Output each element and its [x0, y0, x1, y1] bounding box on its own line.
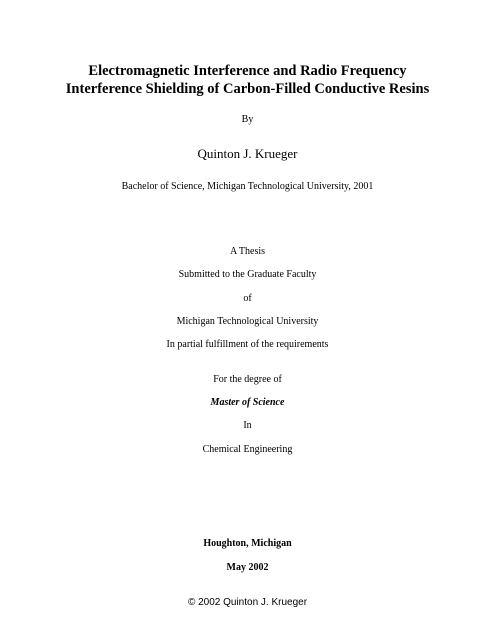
location: Houghton, Michigan: [203, 538, 292, 549]
thesis-title-line-2: Interference Shielding of Carbon-Filled Conductive Resins: [65, 81, 430, 97]
thesis-label: A Thesis: [229, 246, 266, 257]
degree-name: Master of Science: [210, 397, 285, 408]
copyright-notice: © 2002 Quinton J. Krueger: [187, 597, 308, 608]
submitted-to: Submitted to the Graduate Faculty: [178, 269, 317, 280]
partial-fulfillment: In partial fulfillment of the requirements: [166, 339, 329, 350]
of-label: of: [243, 293, 252, 304]
for-degree-label: For the degree of: [213, 374, 282, 385]
thesis-title-line-1: Electromagnetic Interference and Radio Frequency: [88, 63, 407, 79]
university-name: Michigan Technological University: [176, 316, 319, 327]
by-label: By: [241, 114, 254, 125]
author-name: Quinton J. Krueger: [197, 146, 298, 161]
submission-date: May 2002: [226, 562, 269, 573]
field-of-study: Chemical Engineering: [202, 444, 293, 455]
prior-degree: Bachelor of Science, Michigan Technological University, 2001: [121, 181, 374, 192]
in-label: In: [243, 420, 252, 431]
